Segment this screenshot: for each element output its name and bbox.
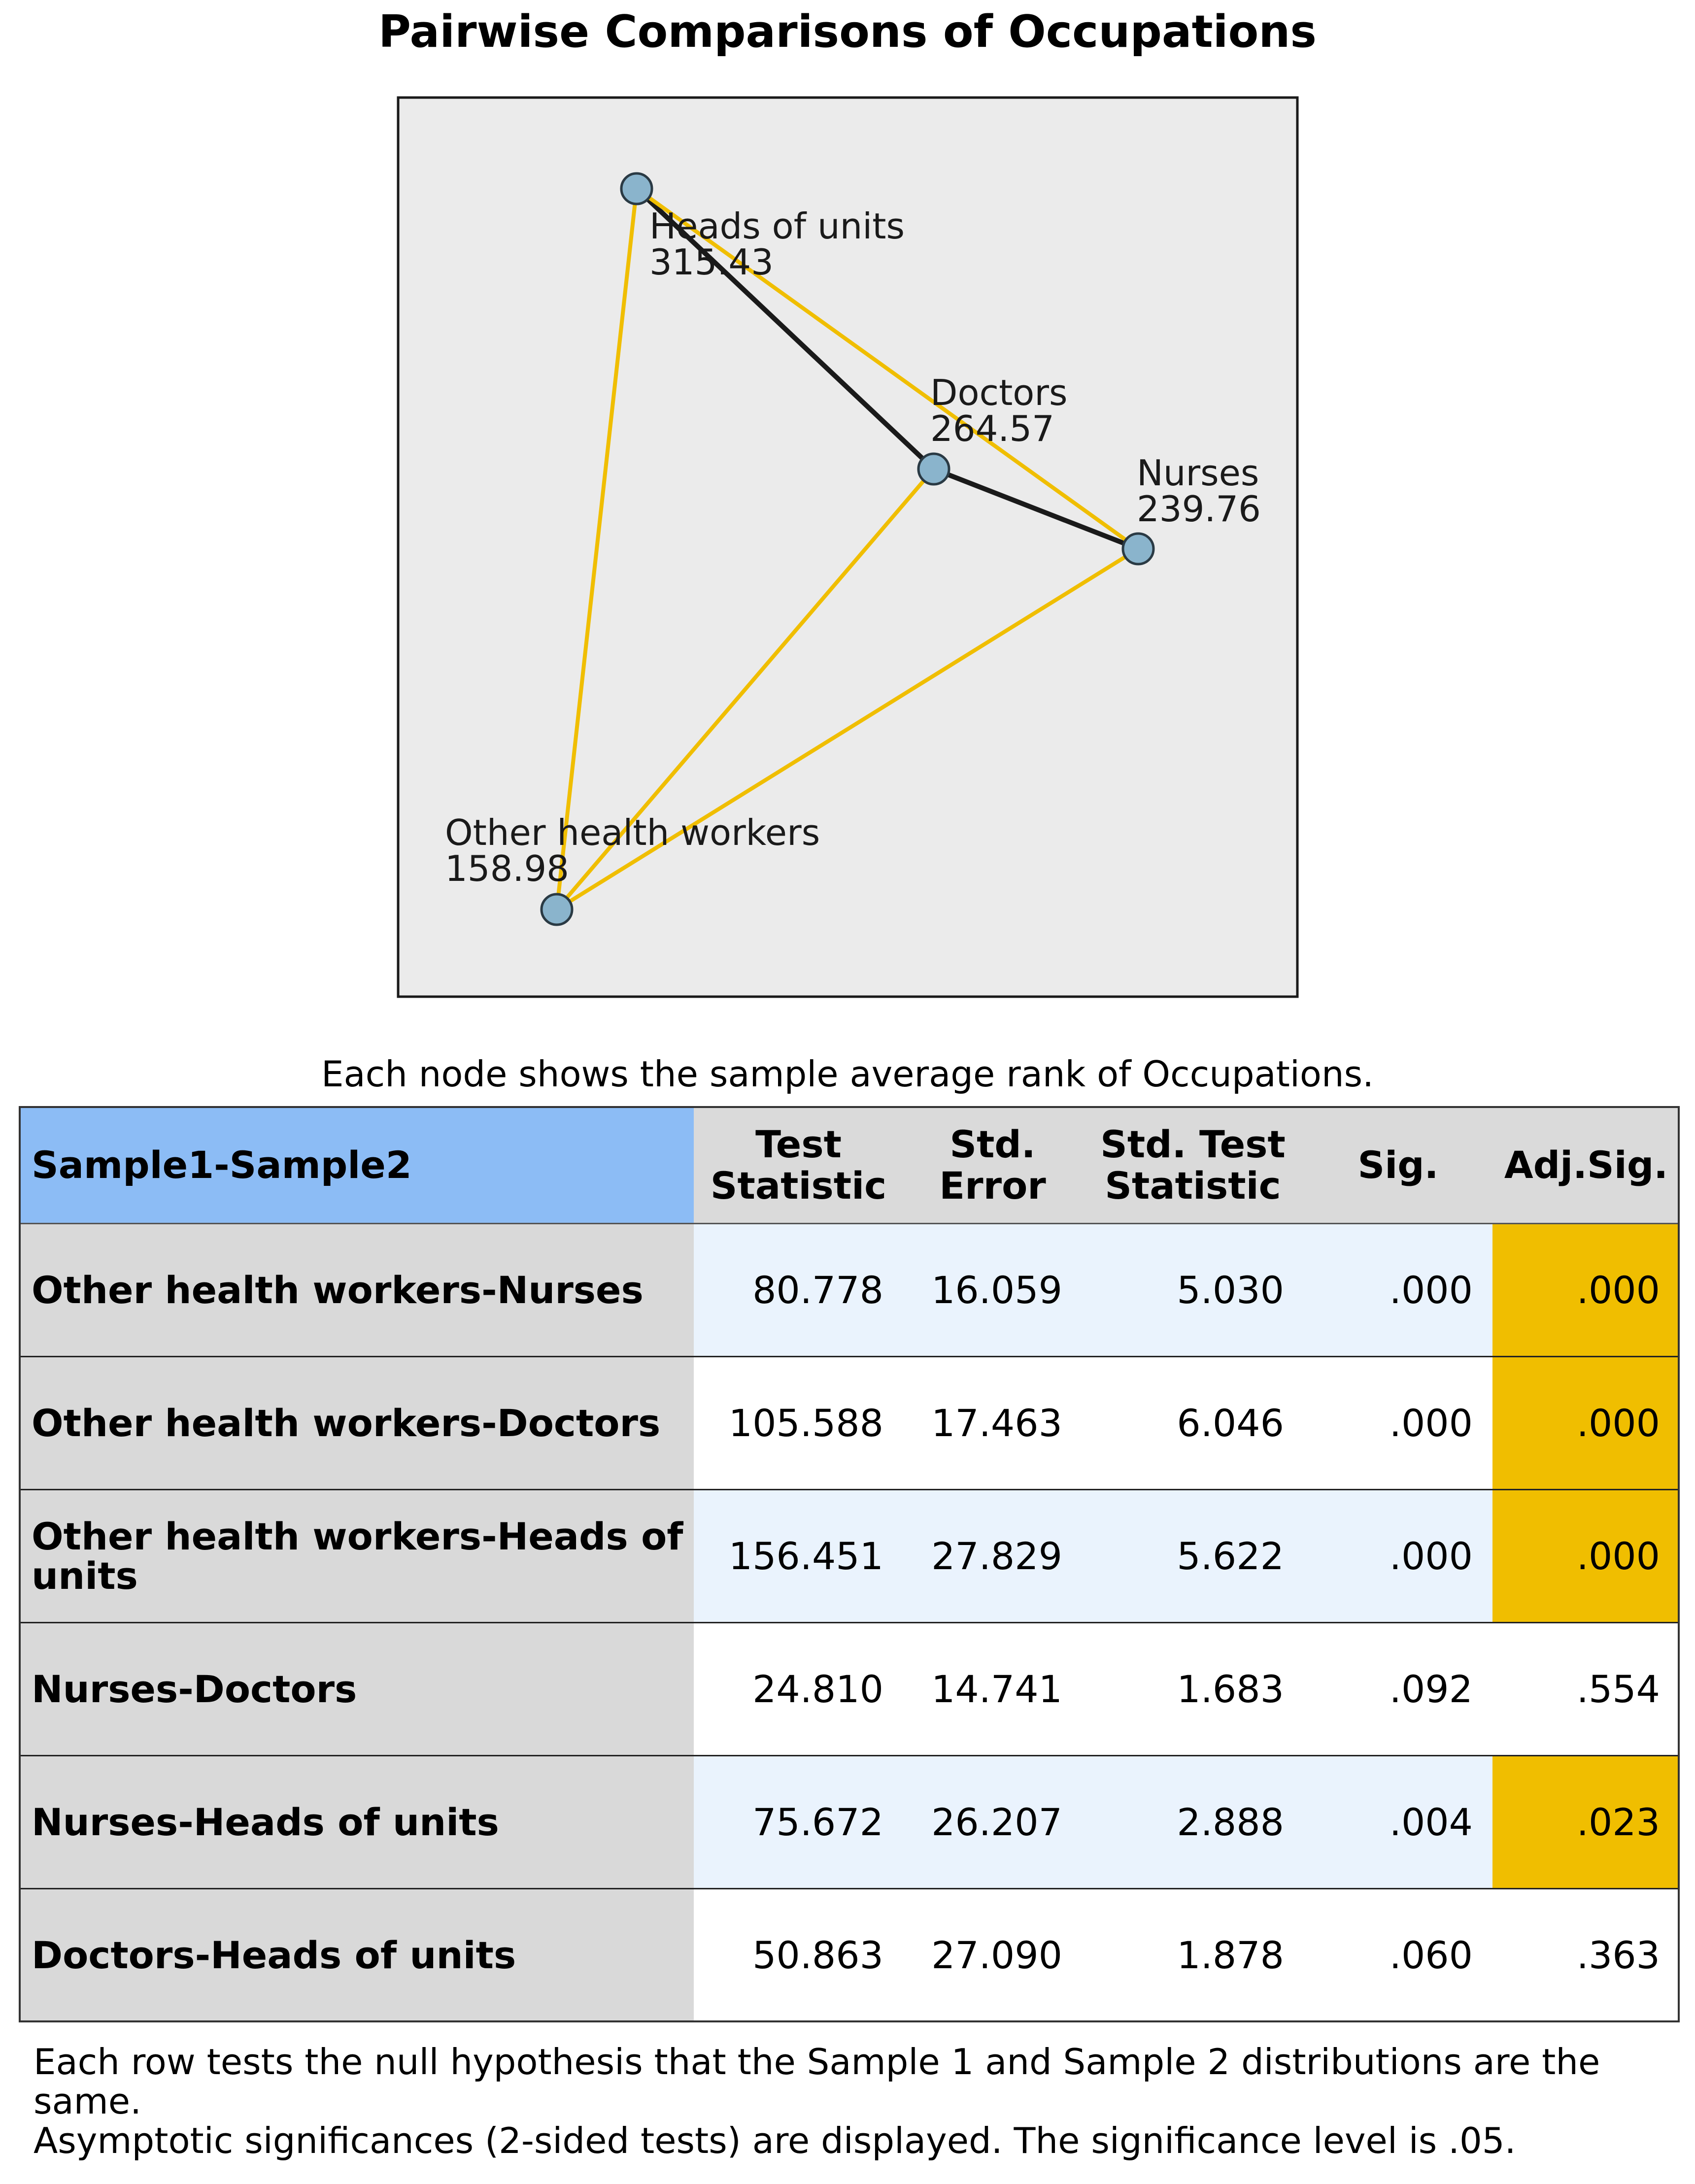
cell-test-statistic: 24.810 [694,1623,903,1756]
node-rank-heads: 315.43 [649,241,774,283]
cell-adj-sig: .000 [1492,1357,1680,1490]
table-row [19,1756,1680,1889]
cell-std-test-statistic: 1.878 [1082,1889,1304,2022]
footnote-null-hypothesis: Each row tests the null hypothesis that the Sample 1 and Sample 2 distributions are the same. [34,2041,1600,2122]
cell-test-statistic: 50.863 [694,1889,903,2022]
table-row [19,1224,1680,1357]
node-rank-other: 158.98 [445,848,569,889]
node-doctors [918,454,949,484]
cell-std-test-statistic: 5.622 [1082,1490,1304,1623]
cell-std-error: 14.741 [903,1623,1082,1756]
node-nurses [1123,534,1153,564]
cell-sig: .092 [1304,1623,1492,1756]
cell-test-statistic: 156.451 [694,1490,903,1623]
cell-sample-pair: Nurses-Doctors [19,1623,694,1756]
node-other [542,894,572,925]
node-label-doctors: Doctors [930,372,1068,413]
cell-std-test-statistic: 1.683 [1082,1623,1304,1756]
header-test-statistic: Test Statistic [694,1107,903,1224]
cell-adj-sig: .000 [1492,1224,1680,1357]
cell-test-statistic: 80.778 [694,1224,903,1357]
node-label-other: Other health workers [445,812,820,853]
node-heads [621,173,652,204]
node-label-nurses: Nurses [1137,452,1259,494]
cell-std-test-statistic: 2.888 [1082,1756,1304,1889]
table-footnotes [34,2042,1660,2160]
table-row [19,1623,1680,1756]
cell-test-statistic: 75.672 [694,1756,903,1889]
cell-sample-pair: Other health workers-Doctors [19,1357,694,1490]
node-rank-doctors: 264.57 [930,408,1054,449]
table-body [19,1224,1680,2022]
cell-adj-sig: .554 [1492,1623,1680,1756]
cell-sig: .004 [1304,1756,1492,1889]
cell-adj-sig: .000 [1492,1490,1680,1623]
cell-sig: .000 [1304,1224,1492,1357]
graph-caption: Each node shows the sample average rank of Occupations. [321,1053,1374,1095]
cell-adj-sig: .363 [1492,1889,1680,2022]
cell-std-test-statistic: 5.030 [1082,1224,1304,1357]
table-header-row [19,1107,1680,1224]
cell-sig: .000 [1304,1357,1492,1490]
header-std-error: Std. Error [903,1107,1082,1224]
node-rank-nurses: 239.76 [1137,488,1261,530]
cell-adj-sig: .023 [1492,1756,1680,1889]
cell-std-error: 27.829 [903,1490,1082,1623]
header-adj-sig: Adj.Sig. [1492,1107,1680,1224]
pairwise-comparison-table [19,1106,1680,2022]
header-sample-pair: Sample1-Sample2 [19,1107,694,1224]
pairwise-network-graph [0,0,1695,1035]
table-row [19,1357,1680,1490]
cell-sample-pair: Other health workers-Heads of units [19,1490,694,1623]
header-std-test-statistic: Std. Test Statistic [1082,1107,1304,1224]
footnote-significance: Asymptotic significances (2-sided tests) are displayed. The significance level is .05. [34,2120,1516,2161]
cell-std-error: 26.207 [903,1756,1082,1889]
cell-sample-pair: Other health workers-Nurses [19,1224,694,1357]
cell-sig: .000 [1304,1490,1492,1623]
cell-test-statistic: 105.588 [694,1357,903,1490]
cell-std-test-statistic: 6.046 [1082,1357,1304,1490]
cell-sig: .060 [1304,1889,1492,2022]
node-label-heads: Heads of units [649,205,905,247]
cell-std-error: 17.463 [903,1357,1082,1490]
table-row [19,1490,1680,1623]
cell-sample-pair: Doctors-Heads of units [19,1889,694,2022]
header-sig: Sig. [1304,1107,1492,1224]
pairwise-table-wrapper [19,1106,1680,2022]
cell-std-error: 16.059 [903,1224,1082,1357]
cell-sample-pair: Nurses-Heads of units [19,1756,694,1889]
chart-title: Pairwise Comparisons of Occupations [378,6,1317,58]
cell-std-error: 27.090 [903,1889,1082,2022]
table-row [19,1889,1680,2022]
